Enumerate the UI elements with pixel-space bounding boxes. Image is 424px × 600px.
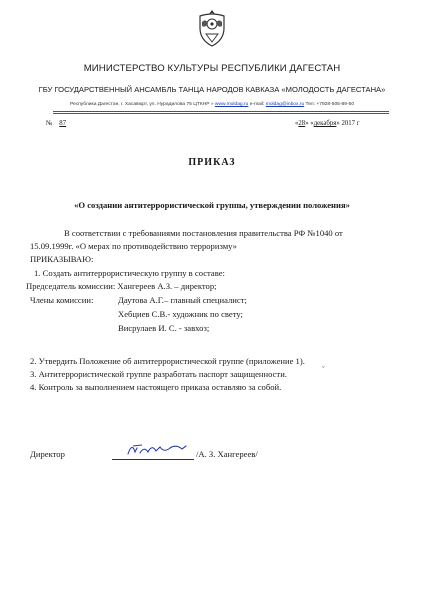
preamble-line-1: В соответствии с требованиями постановления правительства РФ №1040 от bbox=[64, 228, 343, 238]
phone-text: Тел: +7928-505-89-50 bbox=[304, 102, 355, 107]
date-day: 28 bbox=[298, 120, 306, 127]
organization-name: ГБУ ГОСУДАРСТВЕННЫЙ АНСАМБЛЬ ТАНЦА НАРОДОВ КАВКАЗА «МОЛОДОСТЬ ДАГЕСТАНА» bbox=[38, 85, 386, 94]
email-link[interactable]: moldag@inbox.ru bbox=[265, 102, 305, 107]
website-link[interactable]: www.moldag.ru bbox=[214, 102, 249, 107]
item-2: 2. Утвердить Положение об антитеррористической группе (приложение 1). bbox=[30, 356, 305, 366]
header-divider bbox=[53, 111, 389, 112]
address-text: Республика Дагестан, г. Хасавюрт, ул. Нурадилова 75 ЦТКНР » bbox=[69, 102, 215, 107]
member-3: Висрулаев И. С. - завхоз; bbox=[118, 323, 210, 333]
preamble-line-2: 15.09.1999г. «О мерах по противодействию терроризму» bbox=[30, 241, 237, 251]
handwritten-signature bbox=[124, 440, 188, 458]
order-word: ПРИКАЗЫВАЮ: bbox=[30, 254, 94, 264]
date-month: декабря bbox=[313, 120, 337, 127]
item-3: 3. Антитеррористической группе разработать паспорт защищенности. bbox=[30, 369, 287, 379]
order-date bbox=[295, 120, 360, 127]
member-1: Даутова А.Г.– главный специалист; bbox=[118, 295, 247, 305]
members-label: Члены комиссии: bbox=[30, 295, 94, 305]
signer-name: /А. З. Хангереев/ bbox=[196, 449, 258, 459]
number-value: 87 bbox=[59, 120, 67, 127]
number-label: № bbox=[46, 120, 53, 127]
item-1: 1. Создать антитеррористическую группу в составе: bbox=[34, 268, 225, 278]
header-divider-thin bbox=[53, 113, 389, 114]
chair-line: Председатель комиссии: Хангереев А.З. – директор; bbox=[26, 281, 217, 291]
date-mid: » « bbox=[305, 120, 314, 127]
item-4: 4. Контроль за выполнением настоящего приказа оставляю за собой. bbox=[30, 382, 282, 392]
email-label: e-mail: bbox=[248, 102, 266, 107]
document-subject: «О создании антитеррористической группы, утверждении положения» bbox=[74, 200, 350, 210]
order-number bbox=[46, 120, 66, 127]
member-2: Хебциев С.В.- художник по свету; bbox=[118, 309, 243, 319]
contact-line bbox=[0, 102, 424, 107]
coat-of-arms-emblem bbox=[196, 8, 228, 48]
ministry-name: МИНИСТЕРСТВО КУЛЬТУРЫ РЕСПУБЛИКИ ДАГЕСТАН bbox=[83, 63, 341, 74]
stray-mark: ˇ bbox=[322, 365, 325, 374]
document-title: ПРИКАЗ bbox=[188, 157, 236, 168]
signature-line bbox=[112, 459, 194, 460]
date-year: » 2017 г bbox=[336, 120, 360, 127]
date-open: « bbox=[295, 120, 299, 127]
signature-role: Директор bbox=[30, 449, 65, 459]
